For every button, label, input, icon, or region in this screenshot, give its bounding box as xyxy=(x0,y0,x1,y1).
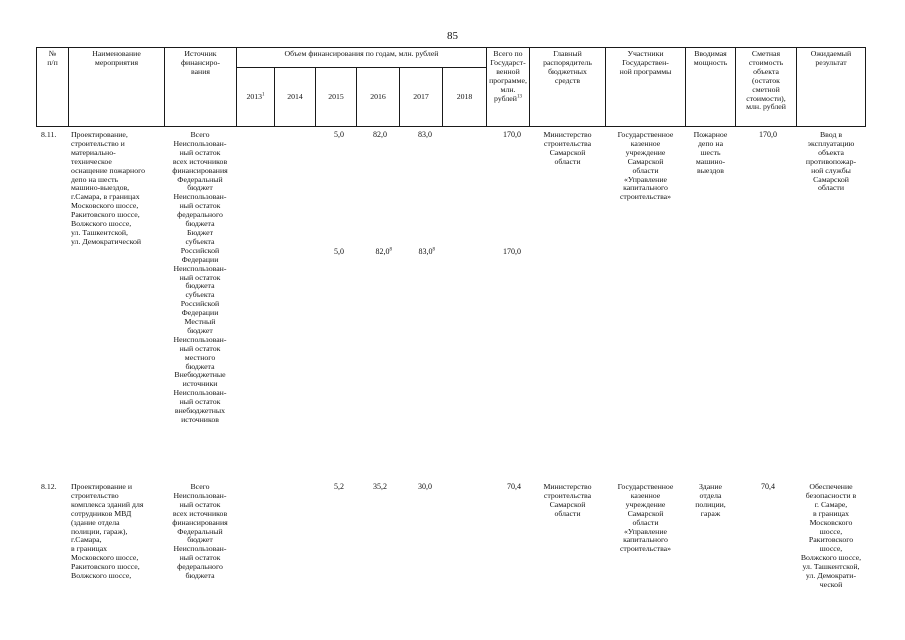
header-total-text: Всего по Государст- венной программе, млн. рублей xyxy=(489,49,527,103)
row-8-11-subject-total: 170,0 xyxy=(503,247,521,256)
row-8-12-total-2016: 35,2 xyxy=(373,482,387,491)
row-8-12-capacity: Здание отдела полиции, гараж xyxy=(695,482,726,518)
row-8-11-admin: Министерство строительства Самарской области xyxy=(543,130,592,166)
header-capacity: Вводимая мощность xyxy=(693,49,728,67)
header-year-2013-sup: 1 xyxy=(262,92,265,98)
row-8-12-estimate: 70,4 xyxy=(761,482,775,491)
page-number: 85 xyxy=(447,30,458,42)
header-num: № п/п xyxy=(47,49,58,67)
header-total-sup: 13 xyxy=(516,93,522,99)
header-year-2018: 2018 xyxy=(456,92,473,101)
header-year-2016: 2016 xyxy=(370,92,386,101)
row-8-12-total-2017: 30,0 xyxy=(418,482,432,491)
header-name: Наименование мероприятия xyxy=(92,49,141,67)
header-volume: Объем финансирования по годам, млн. рублей xyxy=(284,49,439,58)
row-8-12-admin: Министерство строительства Самарской области xyxy=(543,482,592,518)
row-8-11-participants: Государственное казенное учреждение Самарской области «Управление капитального строительства» xyxy=(617,130,674,202)
row-8-11-capacity: Пожарное депо на шесть машино- выездов xyxy=(693,130,728,175)
header-year-2013 xyxy=(237,93,274,102)
row-8-12-name: Проектирование и строительство комплекса зданий для сотрудников МВД (здание отдела полиции, гараж), г.Самара, в границах Московского шоссе, Ракитовского шоссе, Волжского шоссе, xyxy=(71,482,144,581)
row-8-11-subject-2017-value: 83,0 xyxy=(418,247,433,256)
header-admin: Главный распорядитель бюджетных средств xyxy=(543,49,592,85)
row-8-11-num: 8.11. xyxy=(41,130,57,139)
row-8-11-subject-2016-value: 82,0 xyxy=(375,247,390,256)
header-year-2014: 2014 xyxy=(287,92,303,101)
header-bottom-border xyxy=(36,126,865,127)
row-8-12-sources: Всего Неиспользован- ный остаток всех источников финансирования Федеральный бюджет Неиспользован- ный остаток федерального бюджета xyxy=(172,482,228,581)
header-estimate: Сметная стоимость объекта (остаток сметной стоимости), млн. рублей xyxy=(746,49,786,112)
row-8-11-subject-2017 xyxy=(400,248,435,257)
col-border-15 xyxy=(865,47,866,127)
row-8-11-total-2015: 5,0 xyxy=(334,130,344,139)
row-8-11-total-2017: 83,0 xyxy=(418,130,432,139)
row-8-11-total-sum: 170,0 xyxy=(503,130,521,139)
row-8-12-participants: Государственное казенное учреждение Самарской области «Управление капитального строительства» xyxy=(617,482,674,554)
row-8-11-subject-2015: 5,0 xyxy=(334,247,344,256)
row-8-11-total-2016: 82,0 xyxy=(373,130,387,139)
header-year-2017: 2017 xyxy=(413,92,429,101)
row-8-11-subject-2016-sup: 8 xyxy=(389,247,392,253)
row-8-11-name: Проектирование, строительство и материально- техническое оснащение пожарного депо на шесть машино-выездов, г.Самара, в границах Московского шоссе, Ракитовского шоссе, Волжского шоссе, ул. Ташкентской, ул. Демократической xyxy=(71,130,146,246)
row-8-11-estimate: 170,0 xyxy=(759,130,777,139)
header-result: Ожидаемый результат xyxy=(810,49,852,67)
row-8-11-sources: Всего Неиспользован- ный остаток всех источников финансирования Федеральный бюджет Неиспользован- ный остаток федерального бюджета Бюджет субъекта Российской Федерации Неиспользован- ный остаток бюджета субъекта Российской Федерации Местный бюджет Неиспользован- ный остаток местного бюджета Внебюджетные источники Неиспользован- ный остаток внебюджетных источников xyxy=(172,130,228,424)
row-8-12-total-2015: 5,2 xyxy=(334,482,344,491)
row-8-12-total-sum: 70,4 xyxy=(507,482,521,491)
row-8-11-subject-2017-sup: 8 xyxy=(432,247,435,253)
table-top-border xyxy=(36,47,865,48)
col-border-3 xyxy=(236,47,237,127)
header-total xyxy=(487,50,529,103)
header-year-2015: 2015 xyxy=(328,92,344,101)
header-participants: Участники Государствен- ной программы xyxy=(619,49,672,76)
row-8-12-result: Обеспечение безопасности в г. Самаре, в границах Московского шоссе, Ракитовского шоссе, Волжского шоссе, ул. Ташкентской, ул. Демократи- ческой xyxy=(800,482,862,589)
row-8-12-num: 8.12. xyxy=(41,482,57,491)
header-source: Источник финансиро- вания xyxy=(180,49,221,76)
row-8-11-result: Ввод в эксплуатацию объекта противопожар- ной службы Самарской области xyxy=(805,130,857,193)
header-year-2013-text: 2013 xyxy=(246,92,263,101)
row-8-11-subject-2016 xyxy=(357,248,392,257)
